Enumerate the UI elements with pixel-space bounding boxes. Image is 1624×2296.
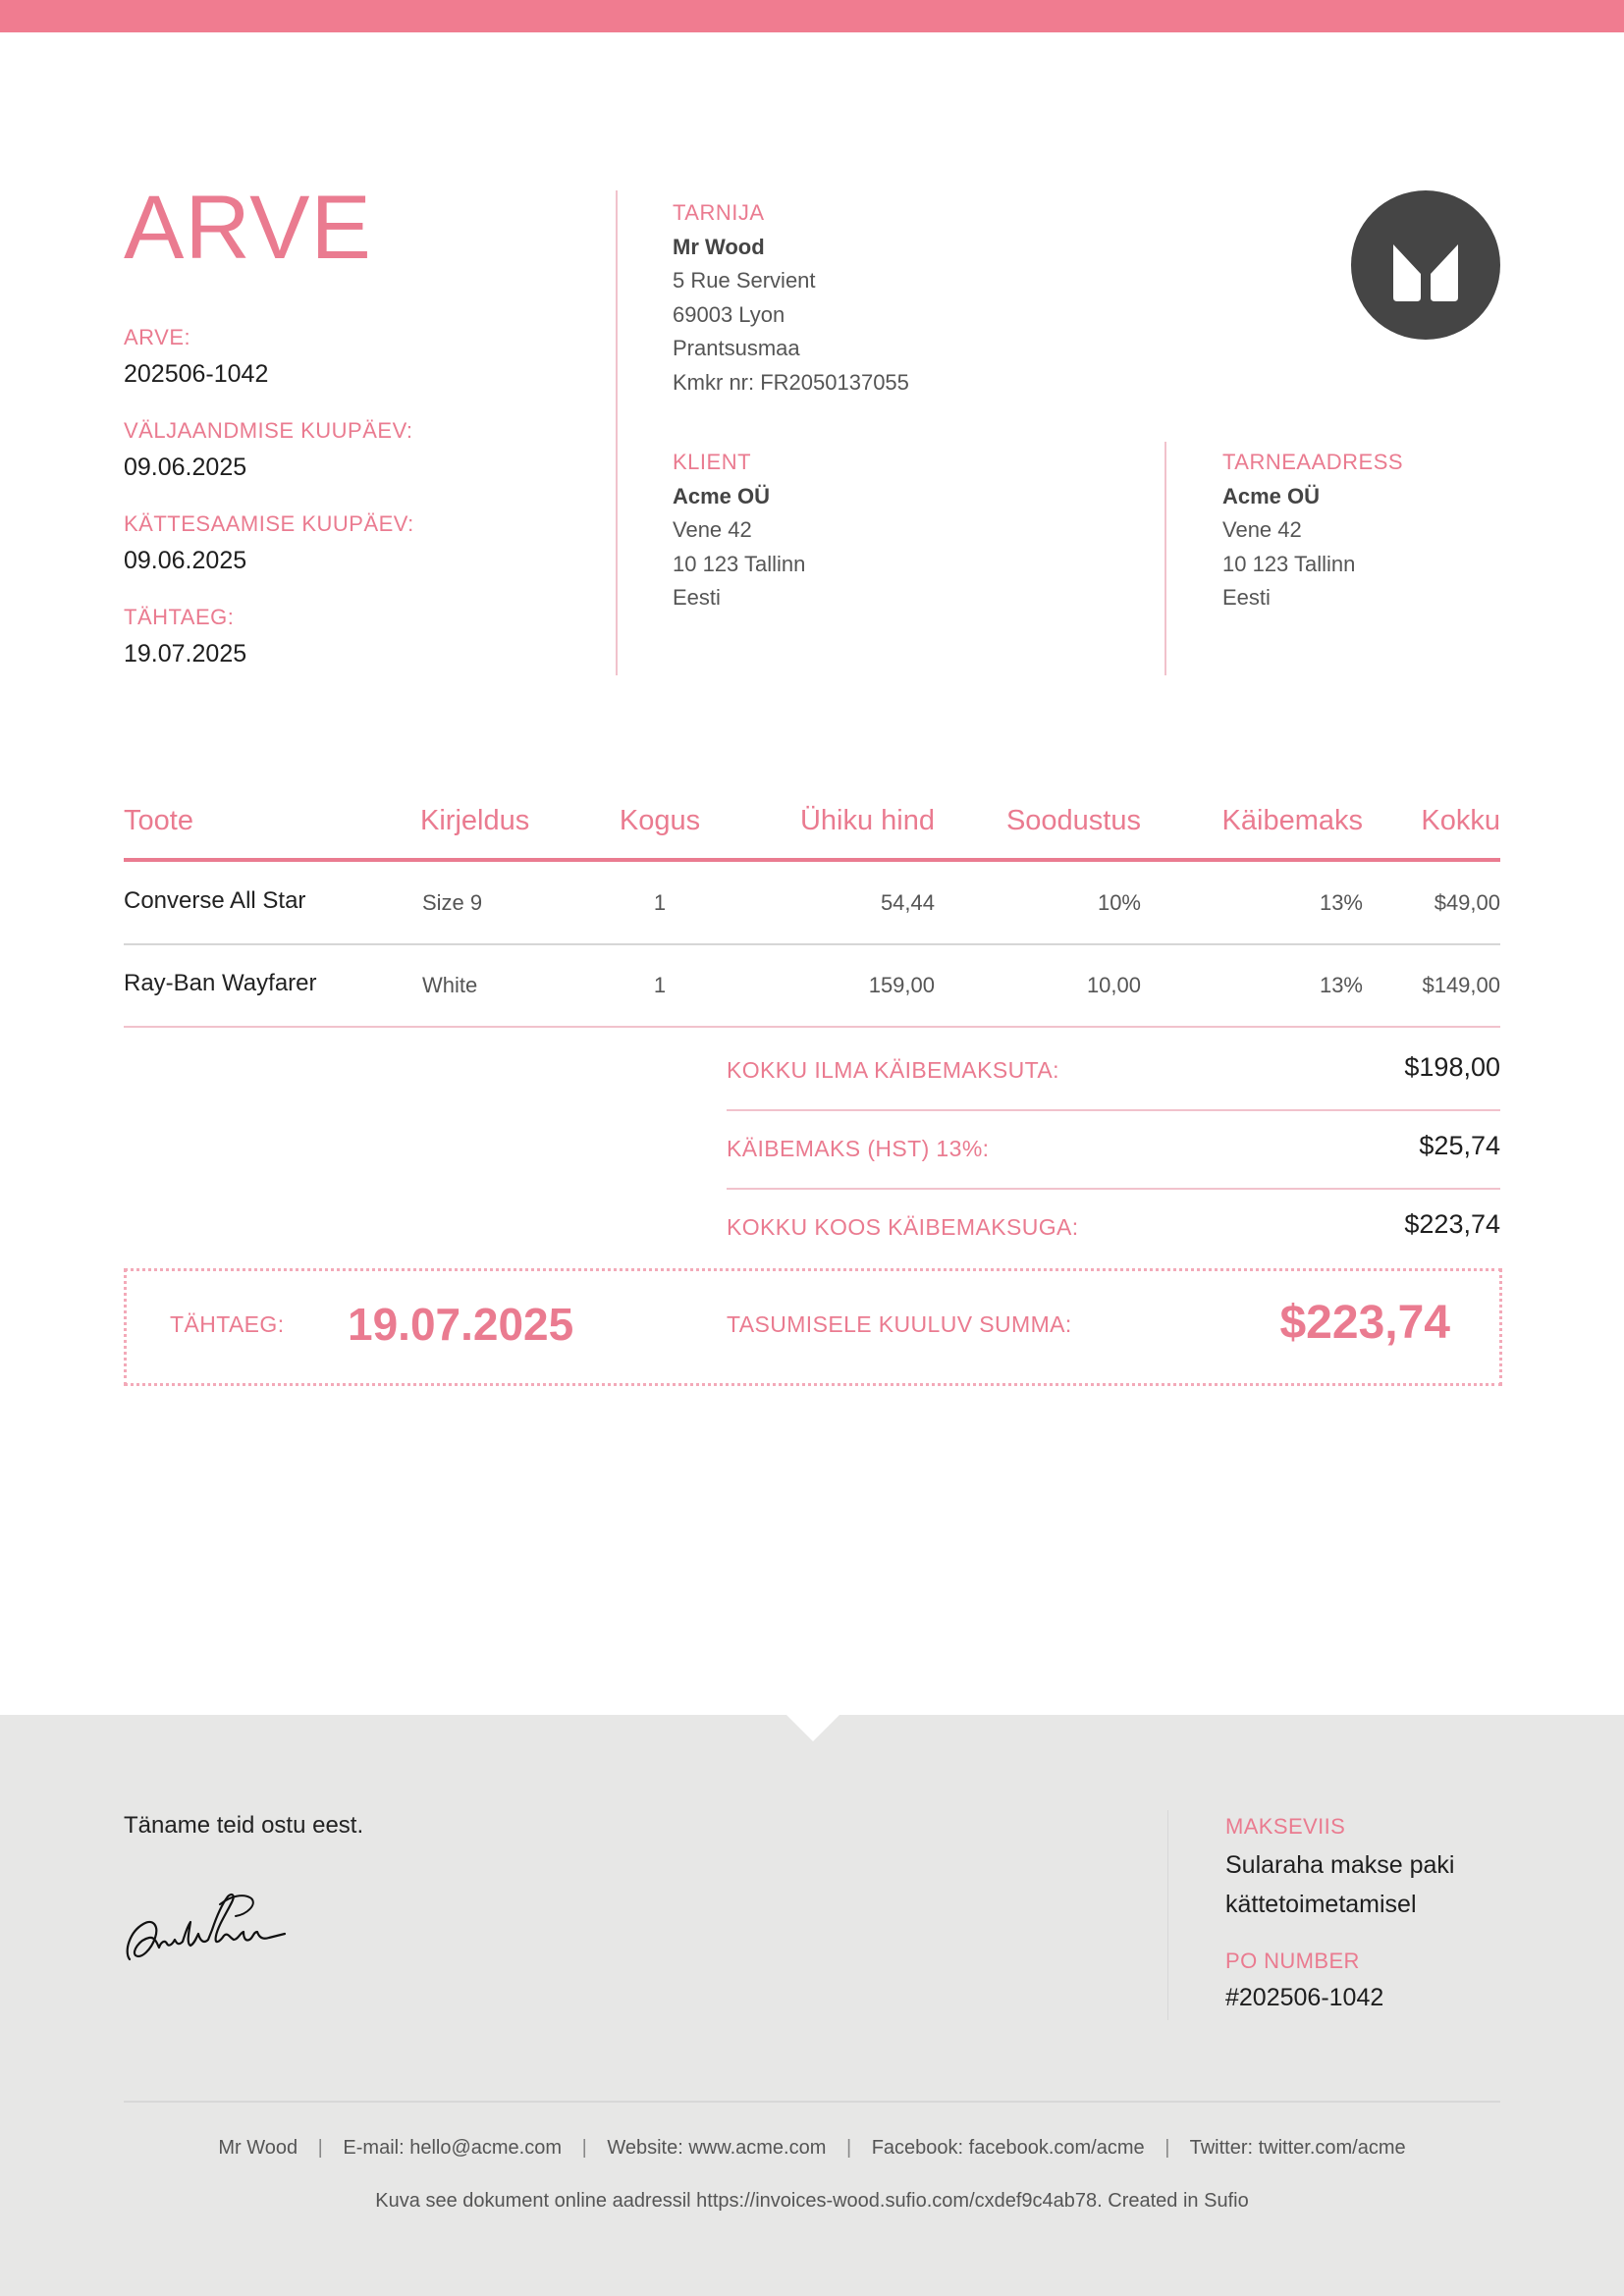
- footer-rule: [124, 2101, 1500, 2103]
- contact-website[interactable]: Website: www.acme.com: [607, 2137, 827, 2159]
- contact-company: Mr Wood: [218, 2137, 298, 2159]
- row-total: $149,00: [1422, 973, 1500, 997]
- col-header-discount: Soodustus: [1005, 805, 1141, 836]
- footer-divider: [1167, 1810, 1168, 2020]
- due-date-label: TÄHTAEG:: [124, 605, 235, 629]
- totals-divider: [727, 1109, 1500, 1111]
- client-label: KLIENT: [673, 450, 752, 474]
- row-unit-price: 54,44: [880, 890, 935, 915]
- signature-image: [122, 1883, 289, 1973]
- supplier-name: Mr Wood: [673, 234, 765, 259]
- tax-label: KÄIBEMAKS (HST) 13%:: [727, 1136, 990, 1161]
- supplier-block: [673, 196, 1183, 400]
- header-divider: [616, 190, 618, 675]
- thank-you-note: Täname teid ostu eest.: [124, 1812, 364, 1839]
- row-unit-price: 159,00: [868, 973, 935, 997]
- supplier-label: TARNIJA: [673, 200, 765, 225]
- tax-value: $25,74: [1419, 1131, 1500, 1160]
- subtotal-value: $198,00: [1404, 1052, 1500, 1082]
- total-value: $223,74: [1404, 1209, 1500, 1239]
- col-header-quantity: Kogus: [619, 805, 701, 836]
- col-header-vat: Käibemaks: [1221, 805, 1363, 836]
- row-description: White: [422, 973, 478, 997]
- client-line: 10 123 Tallinn: [673, 551, 806, 576]
- row-quantity: 1: [653, 973, 667, 997]
- totals-divider: [727, 1188, 1500, 1190]
- shipping-line: 10 123 Tallinn: [1222, 551, 1356, 576]
- row-quantity: 1: [653, 890, 667, 915]
- issue-date: 09.06.2025: [124, 454, 247, 481]
- client-line: Eesti: [673, 585, 721, 610]
- shipping-block: [1222, 446, 1517, 615]
- contact-facebook[interactable]: Facebook: facebook.com/acme: [871, 2137, 1145, 2159]
- client-line: Vene 42: [673, 517, 752, 542]
- po-number-value: #202506-1042: [1225, 1984, 1384, 2011]
- amount-due-value: $223,74: [1279, 1297, 1450, 1349]
- shipping-line: Eesti: [1222, 585, 1271, 610]
- invoice-number-label: ARVE:: [124, 325, 191, 349]
- table-header-rule: [124, 858, 1500, 862]
- row-product: Ray-Ban Wayfarer: [124, 970, 317, 996]
- po-number-label: PO NUMBER: [1225, 1949, 1360, 1973]
- shipping-name: Acme OÜ: [1222, 483, 1321, 508]
- col-header-product: Toote: [124, 805, 193, 836]
- receive-date-label: KÄTTESAAMISE KUUPÄEV:: [124, 511, 414, 536]
- due-box-date: 19.07.2025: [348, 1299, 574, 1350]
- invoice-number: 202506-1042: [124, 360, 269, 388]
- subtotal-label: KOKKU ILMA KÄIBEMAKSUTA:: [727, 1057, 1059, 1083]
- row-description: Size 9: [422, 890, 483, 915]
- shipping-label: TARNEAADRESS: [1222, 450, 1404, 474]
- shipping-line: Vene 42: [1222, 517, 1302, 542]
- col-header-unit-price: Ühiku hind: [799, 805, 935, 836]
- contact-twitter[interactable]: Twitter: twitter.com/acme: [1189, 2137, 1406, 2159]
- payment-method-value: [1225, 1845, 1454, 1924]
- col-header-description: Kirjeldus: [420, 805, 530, 836]
- client-name: Acme OÜ: [673, 483, 771, 508]
- supplier-line: Prantsusmaa: [673, 336, 800, 360]
- client-block: [673, 446, 1144, 615]
- logo-mark: [1351, 190, 1500, 340]
- row-total: $49,00: [1434, 890, 1500, 915]
- receive-date: 09.06.2025: [124, 547, 247, 574]
- row-divider: [124, 943, 1500, 945]
- amount-due-label: TASUMISELE KUULUV SUMMA:: [727, 1311, 1072, 1337]
- brand-logo-icon: [1351, 190, 1500, 340]
- payment-method-label: MAKSEVIIS: [1225, 1814, 1346, 1839]
- supplier-line: Kmkr nr: FR2050137055: [673, 369, 909, 395]
- footer-notch: [786, 1715, 839, 1741]
- supplier-line: 69003 Lyon: [673, 301, 785, 327]
- due-box-label: TÄHTAEG:: [170, 1311, 285, 1337]
- due-date: 19.07.2025: [124, 640, 247, 667]
- online-document-link[interactable]: Kuva see dokument online aadressil https://invoices-wood.sufio.com/cxdef9c4ab78. Created in Sufio: [375, 2190, 1249, 2212]
- row-product: Converse All Star: [124, 887, 306, 914]
- table-bottom-rule: [124, 1026, 1500, 1028]
- row-discount: 10%: [1097, 890, 1141, 915]
- total-label: KOKKU KOOS KÄIBEMAKSUGA:: [727, 1214, 1079, 1240]
- col-header-total: Kokku: [1421, 805, 1500, 836]
- supplier-line: 5 Rue Servient: [673, 268, 816, 293]
- row-discount: 10,00: [1086, 973, 1141, 997]
- payment-method-line: kättetoimetamisel: [1225, 1891, 1417, 1918]
- payment-method-line: Sularaha makse paki: [1225, 1851, 1455, 1879]
- row-vat: 13%: [1319, 890, 1363, 915]
- contact-bar: Mr Wood | E-mail: hello@acme.com | Website: www.acme.com | Facebook: facebook.com/acme | Twitter: twitter.com/acme: [218, 2137, 1406, 2159]
- row-vat: 13%: [1319, 973, 1363, 997]
- issue-date-label: VÄLJAANDMISE KUUPÄEV:: [124, 418, 413, 443]
- invoice-title: ARVE: [124, 178, 372, 278]
- top-accent-bar: [0, 0, 1624, 32]
- address-divider: [1164, 442, 1166, 675]
- contact-email[interactable]: E-mail: hello@acme.com: [343, 2137, 563, 2159]
